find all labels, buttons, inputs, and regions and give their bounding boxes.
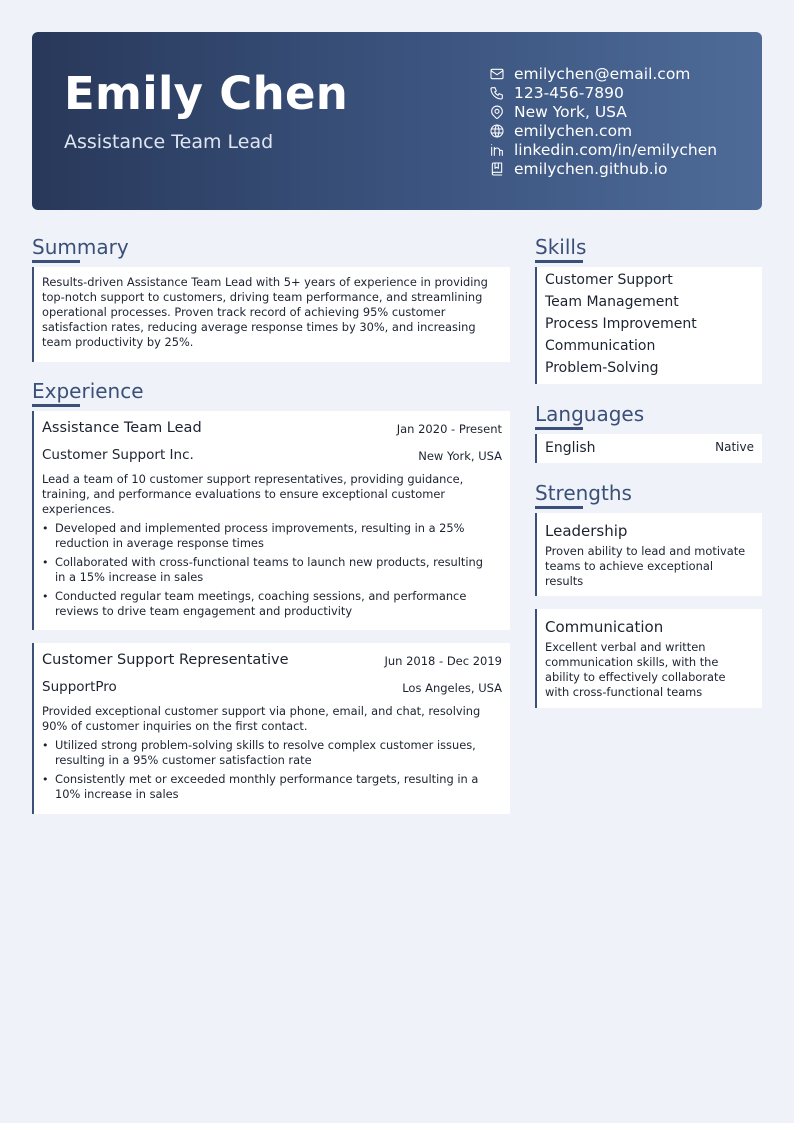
contact-list [488, 64, 758, 178]
languages-heading: Languages [535, 402, 645, 426]
job-title: Customer Support Representative [42, 652, 289, 668]
globe-icon [488, 122, 506, 140]
strength-card [535, 513, 762, 596]
summary-card [32, 267, 510, 362]
job-company: Customer Support Inc. [42, 447, 194, 463]
github-icon [488, 160, 506, 178]
strength-description: Excellent verbal and written communication skills, with the ability to effectively collaborate with cross-functional teams [545, 640, 726, 699]
list-item: • Collaborated with cross-functional teams to launch new products, resulting in a 15% increase in sales [42, 555, 494, 585]
languages-underline [535, 427, 583, 430]
linkedin-icon [488, 141, 506, 159]
list-item: • Utilized strong problem-solving skills to resolve complex customer issues, resulting in a 95% customer satisfaction rate [42, 738, 494, 768]
contact-location [488, 102, 758, 121]
strength-description: Proven ability to lead and motivate teams to achieve exceptional results [545, 544, 746, 588]
list-item: • Conducted regular team meetings, coaching sessions, and performance reviews to drive team engagement and productivity [42, 589, 494, 619]
contact-email-text: emilychen@email.com [514, 64, 691, 83]
job-description: Provided exceptional customer support via phone, email, and chat, resolving 90% of customer inquiries on the first contact. [42, 704, 481, 733]
contact-linkedin[interactable] [488, 140, 758, 159]
languages-card [535, 434, 762, 463]
contact-website-text: emilychen.com [514, 121, 633, 140]
candidate-role: Assistance Team Lead [64, 131, 274, 153]
job-card [32, 643, 510, 814]
summary-text: Results-driven Assistance Team Lead with 5+ years of experience in providing top-notch support to customers, driving team performance, and streamlining operational processes. Proven track record of achieving 95% customer satisfaction rates, reducing average response times by 30%, and increasing team productivity by 25%. [42, 275, 488, 349]
phone-icon [488, 84, 506, 102]
skills-card [535, 267, 762, 384]
job-bullets [42, 738, 494, 806]
contact-github-text: emilychen.github.io [514, 159, 668, 178]
list-item: • Developed and implemented process improvements, resulting in a 25% reduction in average response times [42, 521, 494, 551]
language-name: English [545, 440, 596, 456]
skills-list [545, 269, 697, 379]
job-card [32, 411, 510, 630]
list-item: Team Management [545, 294, 679, 310]
skills-heading: Skills [535, 235, 587, 259]
list-item: Process Improvement [545, 316, 697, 332]
strength-title: Leadership [545, 522, 628, 540]
contact-website[interactable] [488, 121, 758, 140]
list-item: Customer Support [545, 272, 673, 288]
summary-heading: Summary [32, 235, 129, 259]
list-item: Communication [545, 338, 656, 354]
experience-underline [32, 404, 80, 407]
job-bullets [42, 521, 494, 623]
job-company: SupportPro [42, 679, 117, 695]
resume-header [32, 32, 762, 210]
location-icon [488, 103, 506, 121]
strengths-underline [535, 506, 583, 509]
candidate-name: Emily Chen [64, 67, 349, 120]
contact-github[interactable] [488, 159, 758, 178]
job-location: New York, USA [418, 449, 502, 463]
contact-linkedin-text: linkedin.com/in/emilychen [514, 140, 718, 159]
job-title: Assistance Team Lead [42, 420, 202, 436]
strengths-heading: Strengths [535, 481, 632, 505]
contact-email[interactable] [488, 64, 758, 83]
contact-phone[interactable] [488, 83, 758, 102]
strength-card [535, 609, 762, 708]
job-dates: Jan 2020 - Present [396, 422, 502, 436]
list-item: Problem-Solving [545, 360, 659, 376]
language-level: Native [715, 440, 754, 454]
mail-icon [488, 65, 506, 83]
job-description: Lead a team of 10 customer support representatives, providing guidance, training, and performance evaluations to ensure exceptional customer experiences. [42, 472, 464, 516]
summary-underline [32, 260, 80, 263]
experience-heading: Experience [32, 379, 144, 403]
job-dates: Jun 2018 - Dec 2019 [384, 654, 502, 668]
skills-underline [535, 260, 583, 263]
list-item: • Consistently met or exceeded monthly performance targets, resulting in a 10% increase in sales [42, 772, 494, 802]
job-location: Los Angeles, USA [402, 681, 502, 695]
contact-phone-text: 123-456-7890 [514, 83, 624, 102]
strength-title: Communication [545, 618, 664, 636]
contact-location-text: New York, USA [514, 102, 627, 121]
